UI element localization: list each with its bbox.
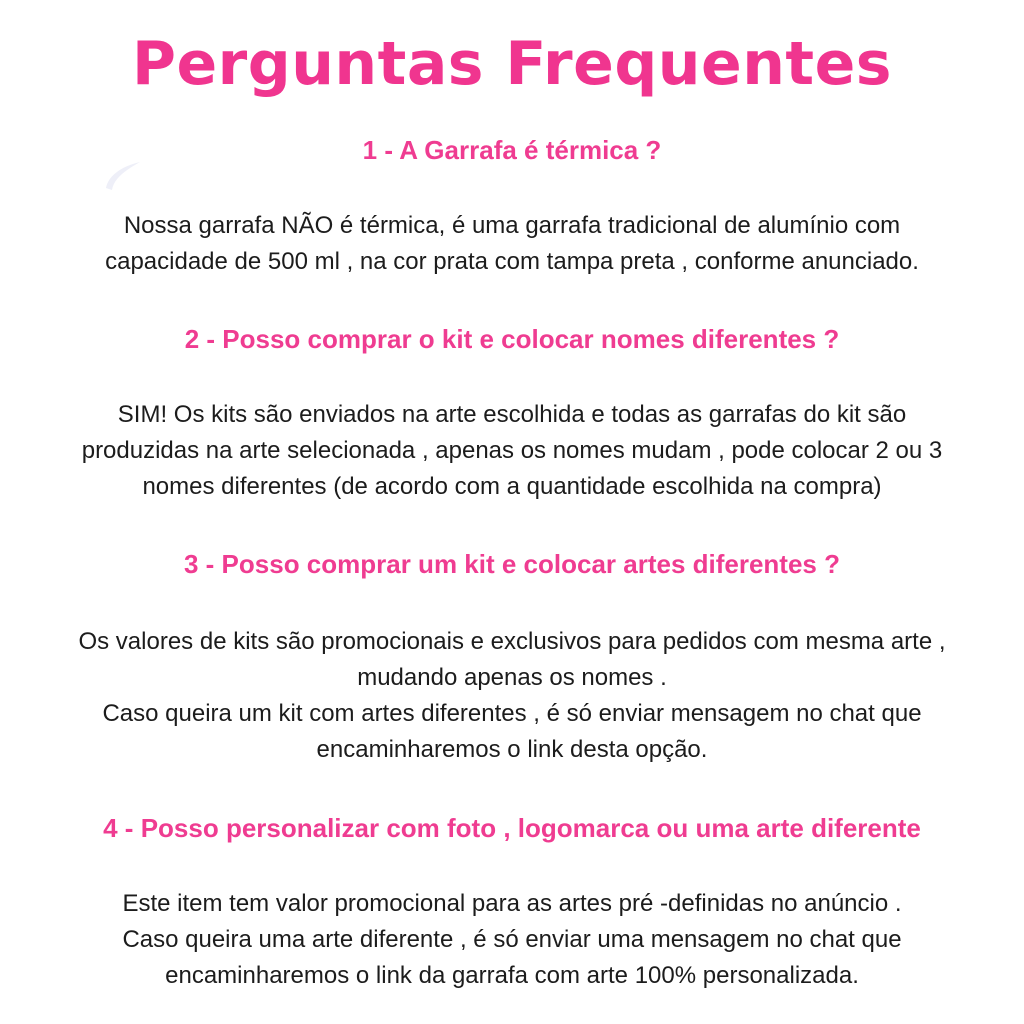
faq-answer-line: Este item tem valor promocional para as artes pré -definidas no anúncio .: [122, 890, 902, 917]
faq-answer-line: mudando apenas os nomes .: [357, 664, 667, 691]
faq-answer-2: [12, 397, 1012, 505]
faq-answer-line: nomes diferentes (de acordo com a quantidade escolhida na compra): [142, 473, 882, 500]
faq-question-3: 3 - Posso comprar um kit e colocar artes diferentes ?: [183, 549, 840, 579]
faq-answer-line: encaminharemos o link da garrafa com arte 100% personalizada.: [165, 962, 859, 989]
page-title: Perguntas Frequentes: [132, 29, 892, 99]
faq-answer-line: encaminharemos o link desta opção.: [316, 736, 708, 763]
faq-question-4: 4 - Posso personalizar com foto , logomarca ou uma arte diferente: [103, 813, 921, 843]
faq-question-1: 1 - A Garrafa é térmica ?: [362, 135, 662, 165]
faq-answer-1: [12, 208, 1012, 280]
faq-answer-3: [12, 624, 1012, 768]
faq-answer-4: [12, 886, 1012, 994]
faq-answer-line: Nossa garrafa NÃO é térmica, é uma garrafa tradicional de alumínio com: [123, 212, 901, 239]
faq-answer-line: Os valores de kits são promocionais e exclusivos para pedidos com mesma arte ,: [78, 628, 946, 655]
faq-question-2: 2 - Posso comprar o kit e colocar nomes diferentes ?: [184, 324, 840, 354]
faq-answer-line: SIM! Os kits são enviados na arte escolhida e todas as garrafas do kit são: [117, 401, 907, 428]
faq-answer-line: capacidade de 500 ml , na cor prata com tampa preta , conforme anunciado.: [105, 248, 919, 275]
faq-answer-line: produzidas na arte selecionada , apenas os nomes mudam , pode colocar 2 ou 3: [81, 437, 943, 464]
faq-answer-line: Caso queira uma arte diferente , é só enviar uma mensagem no chat que: [122, 926, 902, 953]
faq-answer-line: Caso queira um kit com artes diferentes , é só enviar mensagem no chat que: [102, 700, 922, 727]
